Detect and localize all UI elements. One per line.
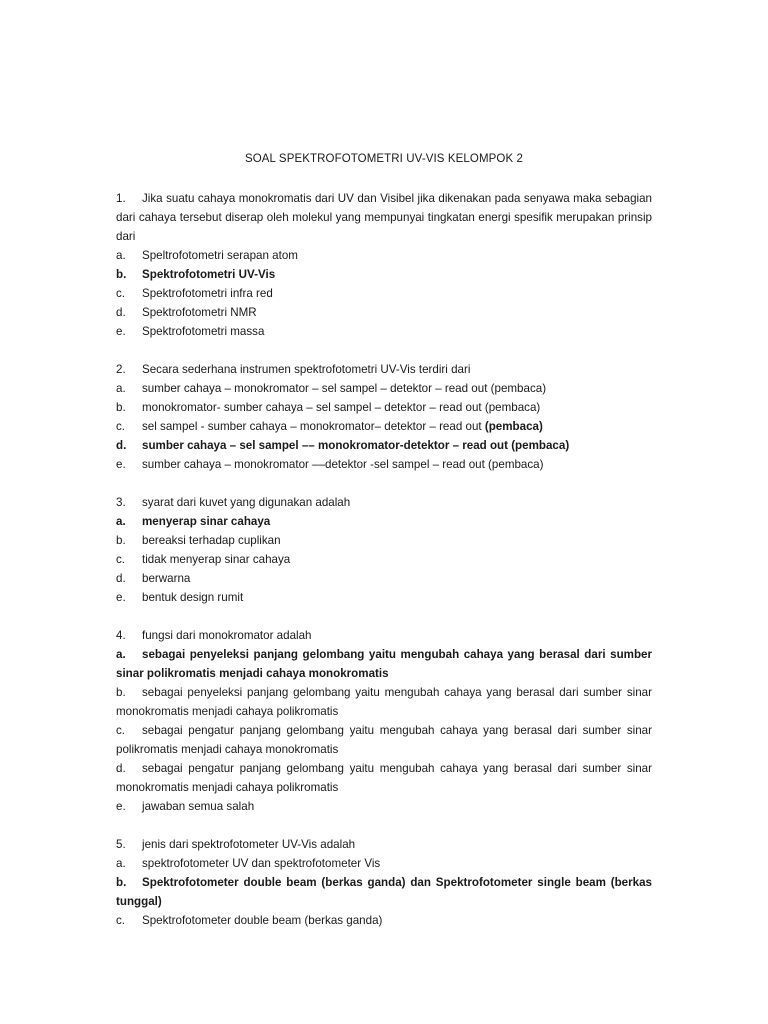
question-text: jenis dari spektrofotometer UV-Vis adalah (142, 838, 356, 851)
option-text: sumber cahaya – sel sampel –– monokromator-detektor – read out (pembaca) (142, 439, 570, 452)
option-text: bereaksi terhadap cuplikan (142, 534, 281, 547)
option-letter: b. (116, 876, 127, 889)
option-d (116, 569, 652, 588)
option-text: bentuk design rumit (142, 591, 244, 604)
option-text: Spektrofotometer double beam (berkas ganda) (142, 914, 383, 927)
option-text: monokromator- sumber cahaya – sel sampel – detektor – read out (pembaca) (142, 401, 541, 414)
option-text: Speltrofotometri serapan atom (142, 249, 298, 262)
question-text: Secara sederhana instrumen spektrofotometri UV-Vis terdiri dari (142, 363, 471, 376)
option-c (116, 284, 652, 303)
question-text: fungsi dari monokromator adalah (142, 629, 312, 642)
option-text: berwarna (142, 572, 191, 585)
question-text: Jika suatu cahaya monokromatis dari UV dan Visibel jika dikenakan pada senyawa maka sebagian dari cahaya tersebut diserap oleh molekul yang mempunyai tingkatan energi spesifik merupakan prinsip dari (116, 192, 652, 243)
option-text: tidak menyerap sinar cahaya (142, 553, 291, 566)
option-letter: d. (116, 306, 126, 319)
question-5-text (116, 835, 652, 854)
option-text: Spektrofotometer double beam (berkas ganda) dan Spektrofotometer single beam (berkas tunggal) (116, 876, 652, 908)
option-text: Spektrofotometri infra red (142, 287, 273, 300)
option-letter: a. (116, 249, 126, 262)
question-4 (116, 626, 652, 816)
option-letter: b. (116, 686, 126, 699)
option-a-answer (116, 512, 652, 531)
option-a (116, 246, 652, 265)
option-text: sebagai penyeleksi panjang gelombang yaitu mengubah cahaya yang berasal dari sumber sinar polikromatis menjadi cahaya monokromatis (116, 648, 652, 680)
question-number: 4. (116, 629, 126, 642)
option-letter: a. (116, 648, 126, 661)
option-d (116, 759, 652, 797)
option-c (116, 721, 652, 759)
option-text: sebagai pengatur panjang gelombang yaitu mengubah cahaya yang berasal dari sumber sinar polikromatis menjadi cahaya monokromatis (116, 724, 652, 756)
option-a (116, 379, 652, 398)
option-letter: c. (116, 420, 126, 433)
option-e (116, 455, 652, 474)
question-5 (116, 835, 652, 930)
option-text: Spektrofotometri UV-Vis (142, 268, 276, 281)
option-text: Spektrofotometri NMR (142, 306, 257, 319)
question-4-text (116, 626, 652, 645)
option-text: sebagai pengatur panjang gelombang yaitu mengubah cahaya yang berasal dari sumber sinar monokromatis menjadi cahaya polikromatis (116, 762, 652, 794)
question-3 (116, 493, 652, 607)
option-c (116, 550, 652, 569)
question-number: 3. (116, 496, 126, 509)
option-text: sumber cahaya – monokromator ––detektor -sel sampel – read out (pembaca) (142, 458, 544, 471)
question-1 (116, 189, 652, 341)
option-c (116, 911, 652, 930)
option-letter: b. (116, 401, 126, 414)
option-letter: a. (116, 382, 126, 395)
option-b (116, 683, 652, 721)
option-letter: a. (116, 515, 126, 528)
option-letter: c. (116, 914, 126, 927)
option-letter: e. (116, 458, 126, 471)
option-b (116, 398, 652, 417)
option-b-answer (116, 265, 652, 284)
option-text: sebagai penyeleksi panjang gelombang yaitu mengubah cahaya yang berasal dari sumber sinar monokromatis menjadi cahaya polikromatis (116, 686, 652, 718)
option-letter: b. (116, 268, 127, 281)
option-text-bold-tail: (pembaca) (484, 420, 543, 433)
option-letter: d. (116, 572, 126, 585)
option-letter: e. (116, 591, 126, 604)
question-1-text (116, 189, 652, 246)
option-b-answer (116, 873, 652, 911)
option-a (116, 854, 652, 873)
option-text: spektrofotometer UV dan spektrofotometer Vis (142, 857, 381, 870)
option-d (116, 303, 652, 322)
option-letter: d. (116, 762, 126, 775)
question-list (116, 189, 652, 949)
option-a-answer (116, 645, 652, 683)
option-text-main: sel sampel - sumber cahaya – monokromator– detektor – read out (142, 420, 482, 433)
document-title: SOAL SPEKTROFOTOMETRI UV-VIS KELOMPOK 2 (244, 153, 524, 165)
option-e (116, 588, 652, 607)
option-letter: c. (116, 724, 126, 737)
option-letter: a. (116, 857, 126, 870)
option-c (116, 417, 652, 436)
option-text: menyerap sinar cahaya (142, 515, 271, 528)
option-letter: e. (116, 325, 126, 338)
option-letter: c. (116, 553, 126, 566)
option-d-answer (116, 436, 652, 455)
question-number: 2. (116, 363, 126, 376)
option-letter: b. (116, 534, 126, 547)
option-text (142, 417, 652, 436)
option-text: sumber cahaya – monokromator – sel sampel – detektor – read out (pembaca) (142, 382, 547, 395)
option-e (116, 797, 652, 816)
option-letter: e. (116, 800, 126, 813)
question-text: syarat dari kuvet yang digunakan adalah (142, 496, 351, 509)
option-e (116, 322, 652, 341)
option-text: Spektrofotometri massa (142, 325, 265, 338)
option-text: jawaban semua salah (142, 800, 255, 813)
question-3-text (116, 493, 652, 512)
option-b (116, 531, 652, 550)
option-letter: c. (116, 287, 126, 300)
option-letter: d. (116, 439, 127, 452)
question-2-text (116, 360, 652, 379)
question-2 (116, 360, 652, 474)
question-number: 1. (116, 192, 126, 205)
question-number: 5. (116, 838, 126, 851)
